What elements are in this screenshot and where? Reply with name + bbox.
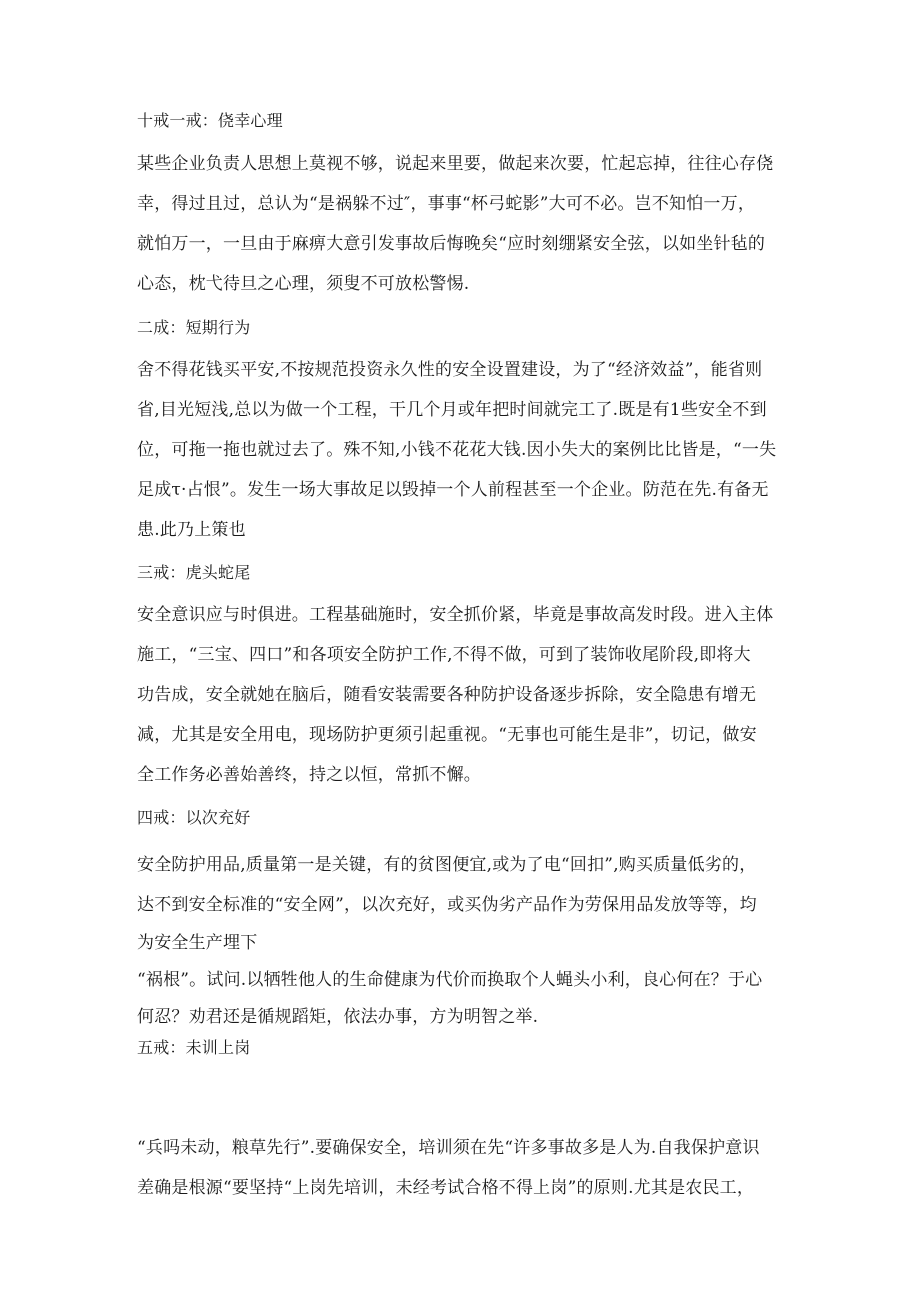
paragraph-line: 心态，枕弋待旦之心理，须叟不可放松警惕. (137, 274, 470, 294)
section-heading-2: 二成：短期行为 (137, 318, 251, 337)
paragraph-line: 位，可拖一拖也就过去了。殊不知,小钱不花花大钱.因小失大的案例比比皆是，“一失 (137, 440, 777, 460)
paragraph-line: 施工，“三宝、四口”和各项安全防护工作,不得不做，可到了装饰收尾阶段,即将大 (137, 645, 751, 665)
paragraph-line: 患.此乃上策也 (137, 520, 246, 540)
paragraph-line: 安全防护用品,质量第一是关键，有的贫图便宜,或为了电“回扣”,购买质量低劣的， (137, 855, 757, 875)
paragraph-line: 足成τ·占恨”。发生一场大事故足以毁掉一个人前程甚至一个企业。防范在先.有备无 (137, 480, 769, 500)
paragraph-line: 全工作务必善始善终，持之以恒，常抓不懈。 (137, 765, 481, 785)
paragraph-line: 减，尤其是安全用电，现场防护更须引起重视。“无事也可能生是非”，切记，做安 (137, 725, 757, 745)
paragraph-line: 功告成，安全就她在脑后，随看安装需要各种防护设备逐步拆除，安全隐患有增无 (137, 685, 757, 705)
paragraph-line: 省,目光短浅,总以为做一个工程，干几个月或年把时间就完工了.既是有1些安全不到 (137, 400, 767, 420)
paragraph-line: “祸根”。试问.以牺牲他人的生命健康为代价而换取个人蝇头小利，良心何在？于心 (137, 970, 763, 990)
section-heading-3: 三戒：虎头蛇尾 (137, 563, 251, 582)
section-heading-5: 五戒：未训上岗 (137, 1038, 251, 1057)
paragraph-line: “兵吗未动，粮草先行”.要确保安全，培训须在先“许多事故多是人为.自我保护意识 (137, 1138, 760, 1158)
paragraph-line: 安全意识应与时俱进。工程基础施时，安全抓价紧，毕竟是事故高发时段。进入主体 (137, 605, 774, 625)
paragraph-line: 何忍？劝君还是循规蹈矩，依法办事，方为明智之举. (137, 1007, 539, 1027)
paragraph-line: 达不到安全标准的“安全网”，以次充好，或买伪劣产品作为劳保用品发放等等，均 (137, 895, 757, 915)
paragraph-line: 差确是根源“要坚持“上岗先培训，未经考试合格不得上岗”的原则.尤其是农民工， (137, 1178, 755, 1198)
section-heading-4: 四戒：以次充好 (137, 808, 251, 827)
paragraph-line: 舍不得花钱买平安,不按规范投资永久性的安全设置建设，为了“经济效益”，能省则 (137, 360, 763, 380)
paragraph-line: 就怕万一，一旦由于麻痹大意引发事故后悔晚矣“应时刻绷紧安全弦，以如坐针毡的 (137, 234, 766, 254)
paragraph-line: 为安全生产埋下 (137, 933, 258, 953)
section-heading-1: 十戒一戒：侥幸心理 (137, 111, 283, 130)
paragraph-line: 某些企业负责人思想上莫视不够，说起来里要，做起来次要，忙起忘掉，往往心存侥 (137, 154, 774, 174)
paragraph-line: 幸，得过且过，总认为“是祸躲不过″，事事“杯弓蛇影”大可不必。岂不知怕一万， (137, 194, 756, 214)
